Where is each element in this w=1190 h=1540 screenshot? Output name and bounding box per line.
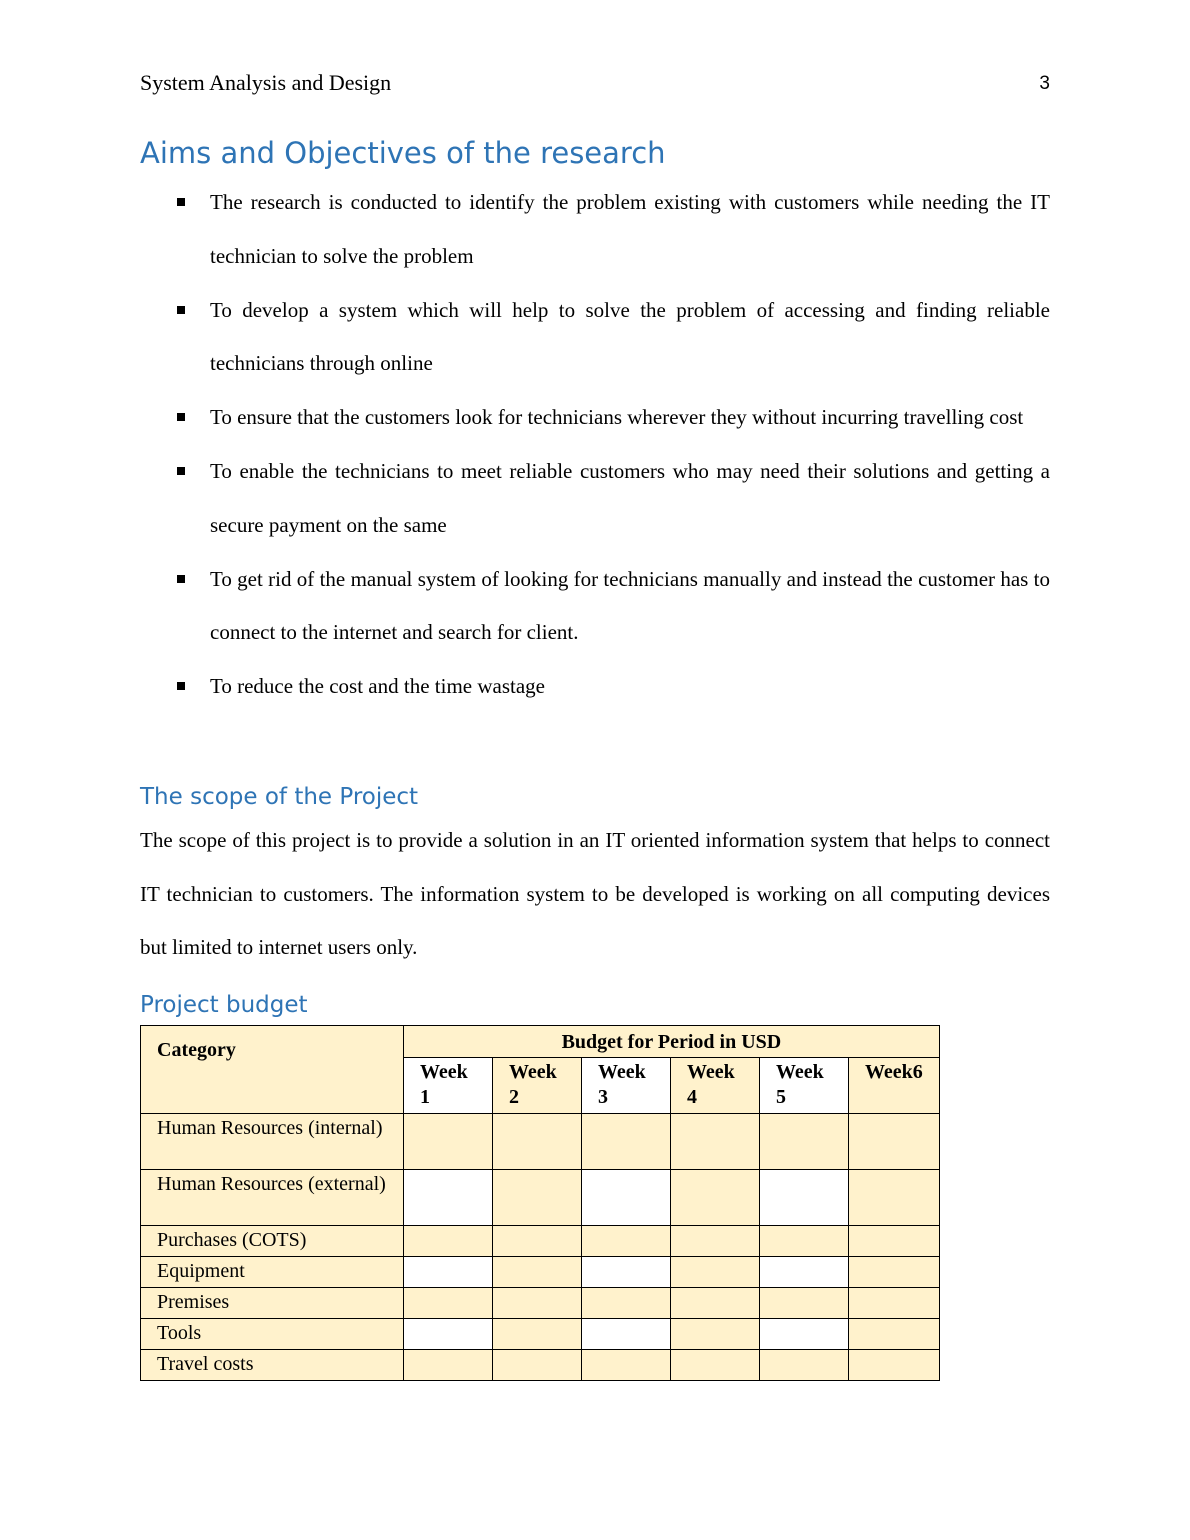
value-cell <box>582 1114 671 1170</box>
value-cell <box>849 1226 940 1257</box>
value-cell <box>849 1288 940 1319</box>
value-cell <box>760 1319 849 1350</box>
list-item: To develop a system which will help to solve the problem of accessing and finding reliable technicians through online <box>140 284 1050 392</box>
week-header: Week 2 <box>493 1058 582 1114</box>
value-cell <box>760 1170 849 1226</box>
category-cell: Equipment <box>141 1257 404 1288</box>
scope-heading: The scope of the Project <box>140 784 419 810</box>
value-cell <box>671 1257 760 1288</box>
bullet-square-icon <box>177 413 185 421</box>
value-cell <box>493 1226 582 1257</box>
table-row <box>141 1170 940 1226</box>
page-number: 3 <box>1039 73 1050 94</box>
value-cell <box>760 1114 849 1170</box>
week-header: Week 3 <box>582 1058 671 1114</box>
bullet-square-icon <box>177 682 185 690</box>
value-cell <box>493 1257 582 1288</box>
bullet-square-icon <box>177 198 185 206</box>
category-cell: Purchases (COTS) <box>141 1226 404 1257</box>
value-cell <box>849 1319 940 1350</box>
table-row <box>141 1350 940 1381</box>
category-cell: Travel costs <box>141 1350 404 1381</box>
value-cell <box>760 1350 849 1381</box>
category-cell: Human Resources (internal) <box>141 1114 404 1170</box>
value-cell <box>404 1319 493 1350</box>
week-header: Week 4 <box>671 1058 760 1114</box>
table-row <box>141 1288 940 1319</box>
value-cell <box>582 1319 671 1350</box>
value-cell <box>849 1350 940 1381</box>
value-cell <box>404 1350 493 1381</box>
table-header-row <box>141 1026 940 1058</box>
value-cell <box>849 1257 940 1288</box>
value-cell <box>582 1288 671 1319</box>
value-cell <box>493 1170 582 1226</box>
list-item: To enable the technicians to meet reliable customers who may need their solutions and getting a secure payment on the same <box>140 445 1050 553</box>
aims-heading: Aims and Objectives of the research <box>140 136 666 170</box>
value-cell <box>582 1257 671 1288</box>
list-item: To get rid of the manual system of looking for technicians manually and instead the customer has to connect to the internet and search for client. <box>140 553 1050 661</box>
list-item: To ensure that the customers look for technicians wherever they without incurring travelling cost <box>140 391 1050 445</box>
value-cell <box>671 1226 760 1257</box>
value-cell <box>849 1114 940 1170</box>
value-cell <box>582 1226 671 1257</box>
value-cell <box>671 1170 760 1226</box>
table-row <box>141 1226 940 1257</box>
value-cell <box>493 1288 582 1319</box>
value-cell <box>493 1114 582 1170</box>
value-cell <box>671 1350 760 1381</box>
table-row <box>141 1319 940 1350</box>
value-cell <box>404 1170 493 1226</box>
value-cell <box>671 1114 760 1170</box>
scope-paragraph: The scope of this project is to provide a solution in an IT oriented information system that helps to connect IT technician to customers. The information system to be developed is working on all computing devices but limited to internet users only. <box>140 828 1050 959</box>
value-cell <box>849 1170 940 1226</box>
value-cell <box>404 1226 493 1257</box>
period-header: Budget for Period in USD <box>404 1026 940 1058</box>
budget-heading: Project budget <box>140 992 308 1018</box>
category-cell: Human Resources (external) <box>141 1170 404 1226</box>
value-cell <box>671 1288 760 1319</box>
week-header: Week6 <box>849 1058 940 1114</box>
category-header: Category <box>141 1026 404 1114</box>
page-header-title: System Analysis and Design <box>140 70 392 95</box>
value-cell <box>493 1350 582 1381</box>
list-item: The research is conducted to identify the problem existing with customers while needing the IT technician to solve the problem <box>140 176 1050 284</box>
value-cell <box>582 1170 671 1226</box>
table-row <box>141 1114 940 1170</box>
value-cell <box>760 1226 849 1257</box>
value-cell <box>404 1257 493 1288</box>
value-cell <box>760 1288 849 1319</box>
value-cell <box>404 1288 493 1319</box>
bullet-square-icon <box>177 306 185 314</box>
bullet-square-icon <box>177 467 185 475</box>
value-cell <box>493 1319 582 1350</box>
week-header: Week 5 <box>760 1058 849 1114</box>
bullet-square-icon <box>177 575 185 583</box>
category-cell: Tools <box>141 1319 404 1350</box>
aims-bullet-list <box>140 176 1050 714</box>
week-header: Week 1 <box>404 1058 493 1114</box>
value-cell <box>404 1114 493 1170</box>
value-cell <box>671 1319 760 1350</box>
list-item: To reduce the cost and the time wastage <box>140 660 1050 714</box>
category-cell: Premises <box>141 1288 404 1319</box>
budget-table <box>140 1025 940 1381</box>
table-row <box>141 1257 940 1288</box>
value-cell <box>760 1257 849 1288</box>
value-cell <box>582 1350 671 1381</box>
